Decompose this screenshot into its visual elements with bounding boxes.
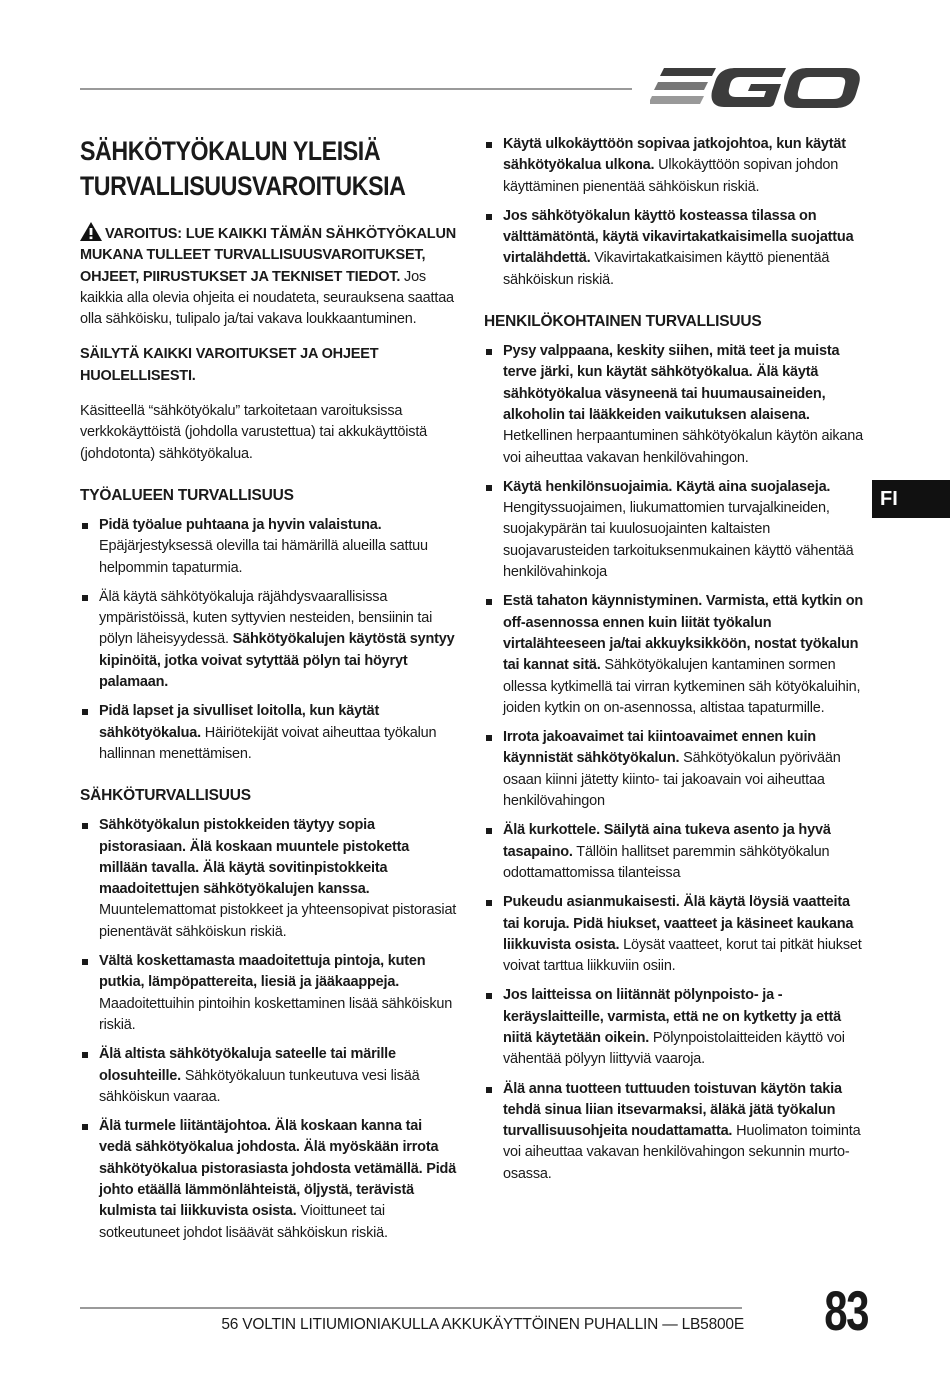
warning-paragraph: [80, 222, 458, 330]
left-column: [80, 134, 458, 1252]
warning-triangle-icon: [80, 222, 102, 241]
electrical-list-continued: [484, 134, 868, 291]
bullet-square-icon: [82, 823, 88, 829]
list-item: Jos laitteissa on liitännät pölynpoisto- ja -keräyslaitteille, varmista, että ne on kytketty ja että niitä käytetään oikein. Pölynpoistolaitteiden käyttö voi vähentää pölyyn liittyviä vaaroja.: [484, 985, 868, 1070]
footer-rule: [80, 1307, 742, 1309]
bullet-square-icon: [82, 1124, 88, 1130]
list-item: Käytä henkilönsuojaimia. Käytä aina suojalaseja. Hengityssuojaimen, liukumattomien turvajalkineiden, suojakypärän tai kuulosuojainten kaltaisten suojavarusteiden tarkoituksenmukainen käyttö vähentää henkilövahinkoja: [484, 477, 868, 583]
heading-electrical: SÄHKÖTURVALLISUUS: [80, 787, 251, 805]
list-item: Jos sähkötyökalun käyttö kosteassa tilassa on välttämätöntä, käytä vikavirtakatkaisimella suojattua virtalähdettä. Vikavirtakatkaisimen käyttö pienentää sähköiskun riskiä.: [484, 206, 868, 291]
bullet-square-icon: [486, 735, 492, 741]
list-item: Älä turmele liitäntäjohtoa. Älä koskaan kanna tai vedä sähkötyökalua johdosta. Älä myöskään irrota sähkötyökalua pistorasiasta johdosta vetämällä. Pidä johto etäällä lämmönlähteistä, öljystä, terävistä kulmista tai liikkuvista osista. Vioittuneet tai sotkeutuneet johdot lisäävät sähköiskun riskiä.: [80, 1116, 458, 1244]
heading-work-area: TYÖALUEEN TURVALLISUUS: [80, 486, 294, 504]
bullet-square-icon: [486, 900, 492, 906]
list-item: Pidä työalue puhtaana ja hyvin valaistuna. Epäjärjestyksessä olevilla tai hämärillä alueilla sattuu helpommin tapaturmia.: [80, 515, 458, 579]
list-item: Älä kurkottele. Säilytä aina tukeva asento ja hyvä tasapaino. Tällöin hallitset paremmin sähkötyökalun odottamattomissa tilanteissa: [484, 820, 868, 884]
list-item: Sähkötyökalun pistokkeiden täytyy sopia pistorasiaan. Älä koskaan muuntele pistoketta millään tavalla. Älä käytä sovitinpistokkeita maadoitettujen sähkötyökalujen kanssa. Muuntelemattomat pistokkeet ja yhteensopivat pistorasiat pienentävät sähköiskun riskiä.: [80, 815, 458, 943]
language-tab: FI: [872, 480, 950, 518]
header-rule: [80, 88, 632, 90]
title-line-2: TURVALLISUUSVAROITUKSIA: [80, 171, 406, 201]
list-item: Älä altista sähkötyökaluja sateelle tai märille olosuhteille. Sähkötyökaluun tunkeutuva vesi lisää sähköiskun vaaraa.: [80, 1044, 458, 1108]
list-item: Käytä ulkokäyttöön sopivaa jatkojohtoa, kun käytät sähkötyökalua ulkona. Ulkokäyttöön sopivan johdon käyttäminen pienentää sähköiskun riskiä.: [484, 134, 868, 198]
list-item: Pukeudu asianmukaisesti. Älä käytä löysiä vaatteita tai koruja. Pidä hiukset, vaatteet ja käsineet kaukana liikkuvista osista. Löysät vaatteet, korut tai pitkät hiukset voivat tarttua liikkuviin osiin.: [484, 892, 868, 977]
page-title: [80, 134, 458, 204]
bullet-square-icon: [82, 1052, 88, 1058]
personal-list: [484, 341, 868, 1185]
list-item: Pysy valppaana, keskity siihen, mitä teet ja muista terve järki, kun käytät sähkötyökalua. Älä käytä sähkötyökalua väsyneenä tai huumausaineiden, alkoholin tai lääkkeiden vaikutuksen alaisena. Hetkellinen herpaantuminen sähkötyökalun käytön aikana voi aiheuttaa vakavan henkilövahingon.: [484, 341, 868, 469]
list-item: Älä käytä sähkötyökaluja räjähdysvaarallisissa ympäristöissä, kuten syttyvien nesteiden, bensiinin tai pölyn läheisyydessä. Sähkötyökalujen käytöstä syntyy kipinöitä, jotka voivat sytyttää pölyn tai höyryt palamaan.: [80, 587, 458, 693]
list-item: Vältä koskettamasta maadoitettuja pintoja, kuten putkia, lämpöpattereita, liesiä ja jääkaappeja. Maadoitettuihin pintoihin koskettaminen lisää sähköiskun riskiä.: [80, 951, 458, 1036]
list-item: Älä anna tuotteen tuttuuden toistuvan käytön takia tehdä sinua liian itsevarmaksi, äläkä jätä työkalun turvallisuusohjeita noudattamatta. Huolimaton toiminta voi aiheuttaa vakavan henkilövahingon sekunnin murto-osassa.: [484, 1079, 868, 1185]
warning-label: VAROITUS:: [105, 226, 182, 242]
bullet-square-icon: [486, 142, 492, 148]
electrical-list: [80, 815, 458, 1244]
bullet-square-icon: [486, 485, 492, 491]
warning-text: Jos kaikkia alla olevia ohjeita ei noudateta, seurauksena saattaa olla sähköisku, tulipalo ja/tai vakava loukkaantuminen.: [80, 268, 454, 328]
list-item: Estä tahaton käynnistyminen. Varmista, että kytkin on off-asennossa ennen kuin liität työkalun virtalähteeseen ja/tai akkuyksikköön, nostat työkalun tai kannat sitä. Sähkötyökalujen kantaminen sormen ollessa kytkimellä tai virran kytkeminen säh kötyökaluihin, joiden kytkin on on-asennossa, altistaa tapaturmille.: [484, 591, 868, 719]
bullet-square-icon: [82, 959, 88, 965]
bullet-square-icon: [486, 599, 492, 605]
work-area-list: [80, 515, 458, 765]
bullet-square-icon: [82, 595, 88, 601]
keep-instructions: SÄILYTÄ KAIKKI VAROITUKSET JA OHJEET HUOLELLISESTI.: [80, 346, 379, 384]
list-item: Irrota jakoavaimet tai kiintoavaimet ennen kuin käynnistät sähkötyökalun. Sähkötyökalun pyörivään osaan kiinni jätetty kiinto- tai jakoavain voi aiheuttaa henkilövahingon: [484, 727, 868, 812]
definition-paragraph: Käsitteellä “sähkötyökalu” tarkoitetaan varoituksissa verkkokäyttöistä (johdolla varustettua) tai akkukäyttöistä (johdotonta) sähkötyökalua.: [80, 403, 428, 462]
right-column: [484, 134, 868, 1193]
bullet-square-icon: [486, 1087, 492, 1093]
ego-logo: [650, 62, 862, 114]
footer-product-name: 56 VOLTIN LITIUMIONIAKULLA AKKUKÄYTTÖINEN PUHALLIN — LB5800E: [221, 1316, 744, 1333]
bullet-square-icon: [486, 993, 492, 999]
bullet-square-icon: [82, 523, 88, 529]
warning-bold-text: LUE KAIKKI TÄMÄN SÄHKÖTYÖKALUN MUKANA TULLEET TURVALLISUUSVAROITUKSET, OHJEET, PIIRUSTUKSET JA TEKNISET TIEDOT.: [80, 226, 456, 285]
heading-personal: HENKILÖKOHTAINEN TURVALLISUUS: [484, 313, 762, 331]
bullet-square-icon: [486, 214, 492, 220]
bullet-square-icon: [486, 349, 492, 355]
page-number: 83: [824, 1279, 868, 1342]
list-item: Pidä lapset ja sivulliset loitolla, kun käytät sähkötyökalua. Häiriötekijät voivat aiheuttaa työkalun hallinnan menettämisen.: [80, 701, 458, 765]
bullet-square-icon: [82, 709, 88, 715]
bullet-square-icon: [486, 828, 492, 834]
title-line-1: SÄHKÖTYÖKALUN YLEISIÄ: [80, 136, 381, 166]
